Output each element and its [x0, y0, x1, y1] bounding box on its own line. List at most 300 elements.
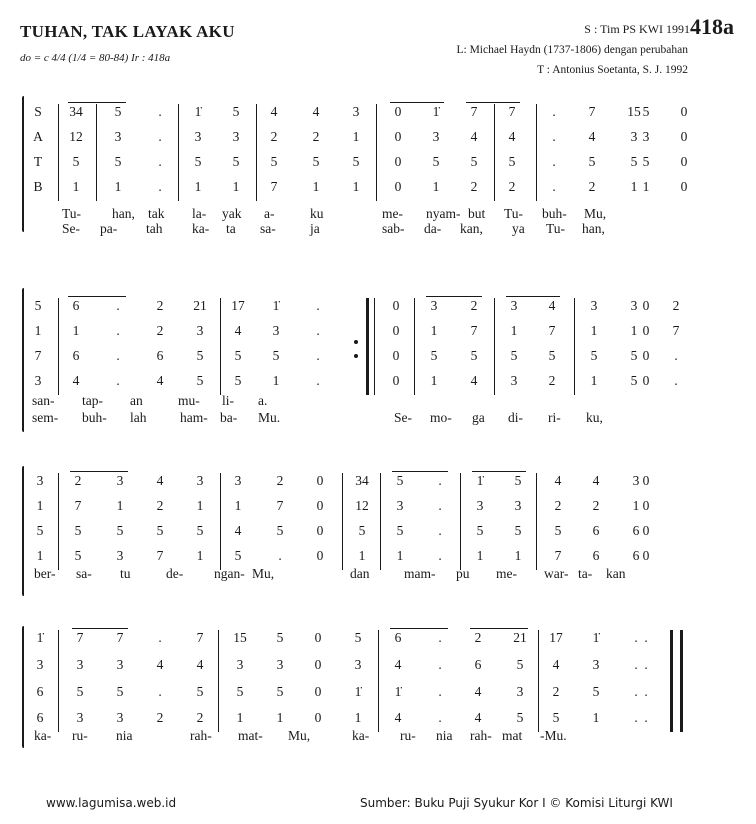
note: 5: [114, 104, 122, 119]
note: 1: [34, 323, 42, 338]
note: 4: [548, 298, 556, 313]
note: 5: [630, 154, 638, 169]
note: 1: [116, 498, 124, 513]
note: 0: [314, 684, 322, 699]
note: 1: [312, 179, 320, 194]
note: 2: [74, 473, 82, 488]
note: 3: [630, 298, 638, 313]
lyric-syllable: dan: [350, 566, 370, 581]
note: 3: [116, 548, 124, 563]
note: 15: [233, 630, 247, 645]
note: 5: [116, 523, 124, 538]
note: .: [116, 373, 120, 388]
lyric-syllable: rah-: [190, 728, 212, 743]
note: 3: [642, 129, 650, 144]
note: 5: [276, 684, 284, 699]
lyric-syllable: me-: [382, 206, 403, 221]
lyric-syllable: li-: [222, 393, 234, 408]
note: 2: [156, 323, 164, 338]
note: 5: [72, 154, 80, 169]
lyric-syllable: tap-: [82, 393, 103, 408]
note: 3: [196, 323, 204, 338]
note: 5: [516, 657, 524, 672]
barline: [58, 104, 59, 201]
note: 6: [394, 630, 402, 645]
footer-website: www.lagumisa.web.id: [46, 796, 177, 810]
note: 0: [680, 129, 688, 144]
beam: [466, 102, 520, 103]
lyric-syllable: nia: [436, 728, 453, 743]
note: 1: [430, 373, 438, 388]
note: 0: [642, 373, 650, 388]
note: 1: [236, 710, 244, 725]
note: 7: [74, 498, 82, 513]
note: 3: [430, 298, 438, 313]
lyric-syllable: ku: [310, 206, 324, 221]
note: 5: [548, 348, 556, 363]
note: 1̇: [476, 473, 484, 488]
note: .: [158, 129, 162, 144]
note: 3: [476, 498, 484, 513]
barline: [342, 473, 343, 570]
note: 5: [432, 154, 440, 169]
beam: [472, 471, 526, 472]
note: 3: [510, 373, 518, 388]
note: .: [438, 684, 442, 699]
note: 7: [116, 630, 124, 645]
note: 4: [592, 473, 600, 488]
note: 5: [630, 348, 638, 363]
final-barline: [670, 630, 673, 732]
note: 0: [392, 348, 400, 363]
note: 4: [474, 684, 482, 699]
note: 1̇: [194, 104, 202, 119]
note: A: [33, 129, 43, 144]
lyric-syllable: ba-: [220, 410, 238, 425]
note: 6: [632, 523, 640, 538]
note: 4: [72, 373, 80, 388]
note: 5: [642, 104, 650, 119]
note: .: [634, 710, 638, 725]
lyric-syllable: ta-: [578, 566, 593, 581]
song-number: 418a: [690, 14, 734, 39]
song-title: TUHAN, TAK LAYAK AKU: [20, 22, 235, 41]
note: 1: [432, 179, 440, 194]
note: 5: [396, 473, 404, 488]
note: 4: [470, 373, 478, 388]
note: 7: [470, 323, 478, 338]
note: 2: [470, 298, 478, 313]
tempo-key-info: do = c 4/4 (1/4 = 80-84) Ir : 418a: [20, 52, 171, 64]
note: 2: [554, 498, 562, 513]
barline: [218, 630, 219, 732]
lyric-syllable: ru-: [400, 728, 416, 743]
lyric-syllable: tu: [120, 566, 131, 581]
note: 5: [554, 523, 562, 538]
note: 4: [234, 323, 242, 338]
note: 0: [316, 473, 324, 488]
note: 1: [72, 323, 80, 338]
barline: [96, 104, 97, 201]
lyric-syllable: ham-: [180, 410, 208, 425]
lyric-syllable: ka-: [34, 728, 52, 743]
barline: [58, 630, 59, 732]
note: 3: [396, 498, 404, 513]
lyric-syllable: nyam-: [426, 206, 461, 221]
note: 12: [69, 129, 83, 144]
beam: [470, 628, 528, 629]
note: 5: [234, 373, 242, 388]
source-credit: S : Tim PS KWI 1991: [584, 22, 690, 36]
note: 2: [508, 179, 516, 194]
note: 0: [316, 548, 324, 563]
lyric-syllable: Tu-: [504, 206, 524, 221]
note: 1: [358, 548, 366, 563]
note: 7: [156, 548, 164, 563]
note: .: [644, 657, 648, 672]
note: 1̇: [394, 684, 402, 699]
note: 3: [36, 473, 44, 488]
lyric-syllable: Mu,: [288, 728, 311, 743]
note: .: [438, 657, 442, 672]
lyric-syllable: sa-: [76, 566, 92, 581]
note: 5: [354, 630, 362, 645]
beam: [390, 628, 448, 629]
note: 0: [642, 298, 650, 313]
note: 1: [630, 179, 638, 194]
lyric-syllable: la-: [192, 206, 207, 221]
note: 2: [156, 298, 164, 313]
note: 15: [627, 104, 641, 119]
note: 5: [156, 523, 164, 538]
note: 5: [236, 684, 244, 699]
note: 1: [196, 498, 204, 513]
note: 0: [394, 154, 402, 169]
note: 2: [672, 298, 680, 313]
note: 5: [114, 154, 122, 169]
lyric-syllable: mu-: [178, 393, 200, 408]
note: 7: [588, 104, 596, 119]
note: 1: [630, 323, 638, 338]
note: 17: [231, 298, 245, 313]
note: 5: [234, 348, 242, 363]
repeat-dot: [354, 340, 358, 344]
note: .: [674, 373, 678, 388]
note: 4: [312, 104, 320, 119]
composer-credit: L: Michael Haydn (1737-1806) dengan perubahan: [456, 44, 688, 56]
note: 5: [510, 348, 518, 363]
note: .: [116, 298, 120, 313]
note: 2: [270, 129, 278, 144]
note: 3: [116, 710, 124, 725]
beam: [392, 471, 448, 472]
note: 0: [642, 498, 650, 513]
lyric-syllable: ngan-: [214, 566, 245, 581]
system-brace: [22, 626, 24, 748]
note: 6: [592, 523, 600, 538]
note: .: [116, 348, 120, 363]
note: T: [33, 154, 43, 169]
lyric-syllable: da-: [424, 221, 442, 236]
lyric-syllable: ya: [512, 221, 525, 236]
note: 5: [514, 473, 522, 488]
note: 0: [642, 473, 650, 488]
barline: [536, 104, 537, 201]
note: 0: [394, 104, 402, 119]
lyric-syllable: buh-: [542, 206, 567, 221]
lyric-syllable: tak: [148, 206, 165, 221]
note: 5: [196, 348, 204, 363]
note: 1: [510, 323, 518, 338]
note: 7: [470, 104, 478, 119]
note: .: [158, 179, 162, 194]
lyric-syllable: de-: [166, 566, 184, 581]
note: 1: [194, 179, 202, 194]
system-brace: [22, 466, 24, 596]
beam: [70, 471, 128, 472]
note: 0: [314, 630, 322, 645]
note: 4: [394, 657, 402, 672]
note: 5: [194, 154, 202, 169]
lyric-syllable: ri-: [548, 410, 561, 425]
note: .: [552, 104, 556, 119]
note: .: [552, 154, 556, 169]
note: 0: [642, 323, 650, 338]
note: 5: [276, 630, 284, 645]
note: 0: [642, 348, 650, 363]
lyric-syllable: an: [130, 393, 143, 408]
note: 0: [316, 523, 324, 538]
barline: [536, 473, 537, 570]
note: 5: [358, 523, 366, 538]
note: 1: [476, 548, 484, 563]
lyric-syllable: mat: [502, 728, 523, 743]
note: 1: [276, 710, 284, 725]
note: 5: [514, 523, 522, 538]
lyric-syllable: Mu,: [584, 206, 607, 221]
lyric-syllable: kan,: [460, 221, 483, 236]
note: 0: [642, 548, 650, 563]
lyric-syllable: mam-: [404, 566, 436, 581]
note: 5: [196, 373, 204, 388]
note: 0: [314, 710, 322, 725]
final-barline: [680, 630, 683, 732]
note: 2: [592, 498, 600, 513]
note: 5: [270, 154, 278, 169]
note: 6: [632, 548, 640, 563]
note: .: [158, 630, 162, 645]
lyric-syllable: Tu-: [546, 221, 566, 236]
note: .: [278, 548, 282, 563]
repeat-dot: [354, 354, 358, 358]
note: 6: [72, 298, 80, 313]
note: 0: [392, 298, 400, 313]
note: 7: [34, 348, 42, 363]
footer-source: Sumber: Buku Puji Syukur Kor I © Komisi Liturgi KWI: [360, 796, 673, 810]
lyric-syllable: but: [468, 206, 486, 221]
note: .: [438, 498, 442, 513]
lyric-syllable: ga: [472, 410, 485, 425]
note: 7: [548, 323, 556, 338]
note: 3: [196, 473, 204, 488]
note: 12: [355, 498, 369, 513]
note: 3: [234, 473, 242, 488]
note: 21: [193, 298, 207, 313]
note: 4: [508, 129, 516, 144]
note: 5: [116, 684, 124, 699]
note: 34: [69, 104, 83, 119]
note: 1̇: [36, 630, 44, 645]
note: 3: [116, 473, 124, 488]
lyric-syllable: me-: [496, 566, 517, 581]
note: 5: [470, 348, 478, 363]
note: 3: [76, 657, 84, 672]
note: 3: [514, 498, 522, 513]
note: 1: [196, 548, 204, 563]
lyric-syllable: kan: [606, 566, 626, 581]
note: 5: [516, 710, 524, 725]
note: 4: [270, 104, 278, 119]
note: 6: [36, 684, 44, 699]
note: 6: [72, 348, 80, 363]
note: 5: [74, 548, 82, 563]
note: .: [438, 548, 442, 563]
barline: [574, 298, 575, 395]
note: 5: [234, 548, 242, 563]
barline: [58, 298, 59, 395]
note: 4: [196, 657, 204, 672]
lyric-syllable: san-: [32, 393, 55, 408]
note: 3: [76, 710, 84, 725]
note: 5: [232, 154, 240, 169]
note: 1: [272, 373, 280, 388]
note: 21: [513, 630, 527, 645]
note: 3: [276, 657, 284, 672]
note: 5: [476, 523, 484, 538]
note: .: [316, 298, 320, 313]
note: 5: [74, 523, 82, 538]
note: 3: [630, 129, 638, 144]
note: 3: [272, 323, 280, 338]
note: 17: [549, 630, 563, 645]
lyric-syllable: a-: [264, 206, 275, 221]
note: 1: [632, 498, 640, 513]
note: 5: [272, 348, 280, 363]
note: .: [116, 323, 120, 338]
lyric-syllable: mat-: [238, 728, 263, 743]
note: .: [316, 348, 320, 363]
note: .: [438, 523, 442, 538]
note: 0: [392, 323, 400, 338]
lyric-syllable: -Mu.: [540, 728, 567, 743]
note: 4: [156, 473, 164, 488]
lyric-syllable: sab-: [382, 221, 405, 236]
barline: [220, 298, 221, 395]
lyric-syllable: han,: [582, 221, 605, 236]
note: 3: [516, 684, 524, 699]
note: 4: [156, 373, 164, 388]
note: 7: [276, 498, 284, 513]
beam: [506, 296, 560, 297]
note: 4: [474, 710, 482, 725]
note: .: [158, 104, 162, 119]
note: 1: [590, 323, 598, 338]
final-barline: [366, 298, 369, 395]
barline: [494, 298, 495, 395]
barline: [494, 104, 495, 201]
lyric-syllable: ta: [226, 221, 236, 236]
note: 5: [36, 523, 44, 538]
note: 4: [234, 523, 242, 538]
note: .: [316, 373, 320, 388]
note: 1: [514, 548, 522, 563]
note: 5: [196, 523, 204, 538]
note: 2: [312, 129, 320, 144]
beam: [68, 296, 126, 297]
note: 0: [394, 179, 402, 194]
note: 7: [196, 630, 204, 645]
lyric-syllable: ber-: [34, 566, 56, 581]
note: 1̇: [592, 630, 600, 645]
barline: [178, 104, 179, 201]
note: 2: [276, 473, 284, 488]
note: 1: [232, 179, 240, 194]
note: 5: [312, 154, 320, 169]
note: 5: [196, 684, 204, 699]
note: .: [438, 473, 442, 488]
note: 5: [590, 348, 598, 363]
note: 0: [680, 154, 688, 169]
note: .: [158, 154, 162, 169]
note: 5: [76, 684, 84, 699]
note: .: [644, 684, 648, 699]
lyric-syllable: di-: [508, 410, 523, 425]
note: .: [316, 323, 320, 338]
note: 3: [432, 129, 440, 144]
lyric-syllable: nia: [116, 728, 133, 743]
note: 2: [474, 630, 482, 645]
note: 0: [680, 179, 688, 194]
note: 1: [114, 179, 122, 194]
note: 5: [642, 154, 650, 169]
note: 2: [552, 684, 560, 699]
note: 1: [36, 498, 44, 513]
note: 5: [352, 154, 360, 169]
note: 3: [116, 657, 124, 672]
note: 7: [672, 323, 680, 338]
lyric-syllable: a.: [258, 393, 268, 408]
note: .: [438, 630, 442, 645]
lyric-syllable: Mu.: [258, 410, 281, 425]
note: 3: [592, 657, 600, 672]
note: S: [34, 104, 42, 119]
note: 5: [592, 684, 600, 699]
note: 6: [592, 548, 600, 563]
note: 0: [314, 657, 322, 672]
note: 3: [236, 657, 244, 672]
note: 5: [232, 104, 240, 119]
note: 3: [36, 657, 44, 672]
note: 3: [590, 298, 598, 313]
barline: [374, 298, 375, 395]
note: 3: [34, 373, 42, 388]
note: .: [634, 657, 638, 672]
note: 0: [392, 373, 400, 388]
lyric-syllable: ru-: [72, 728, 88, 743]
note: 5: [34, 298, 42, 313]
beam: [72, 628, 128, 629]
note: 4: [394, 710, 402, 725]
